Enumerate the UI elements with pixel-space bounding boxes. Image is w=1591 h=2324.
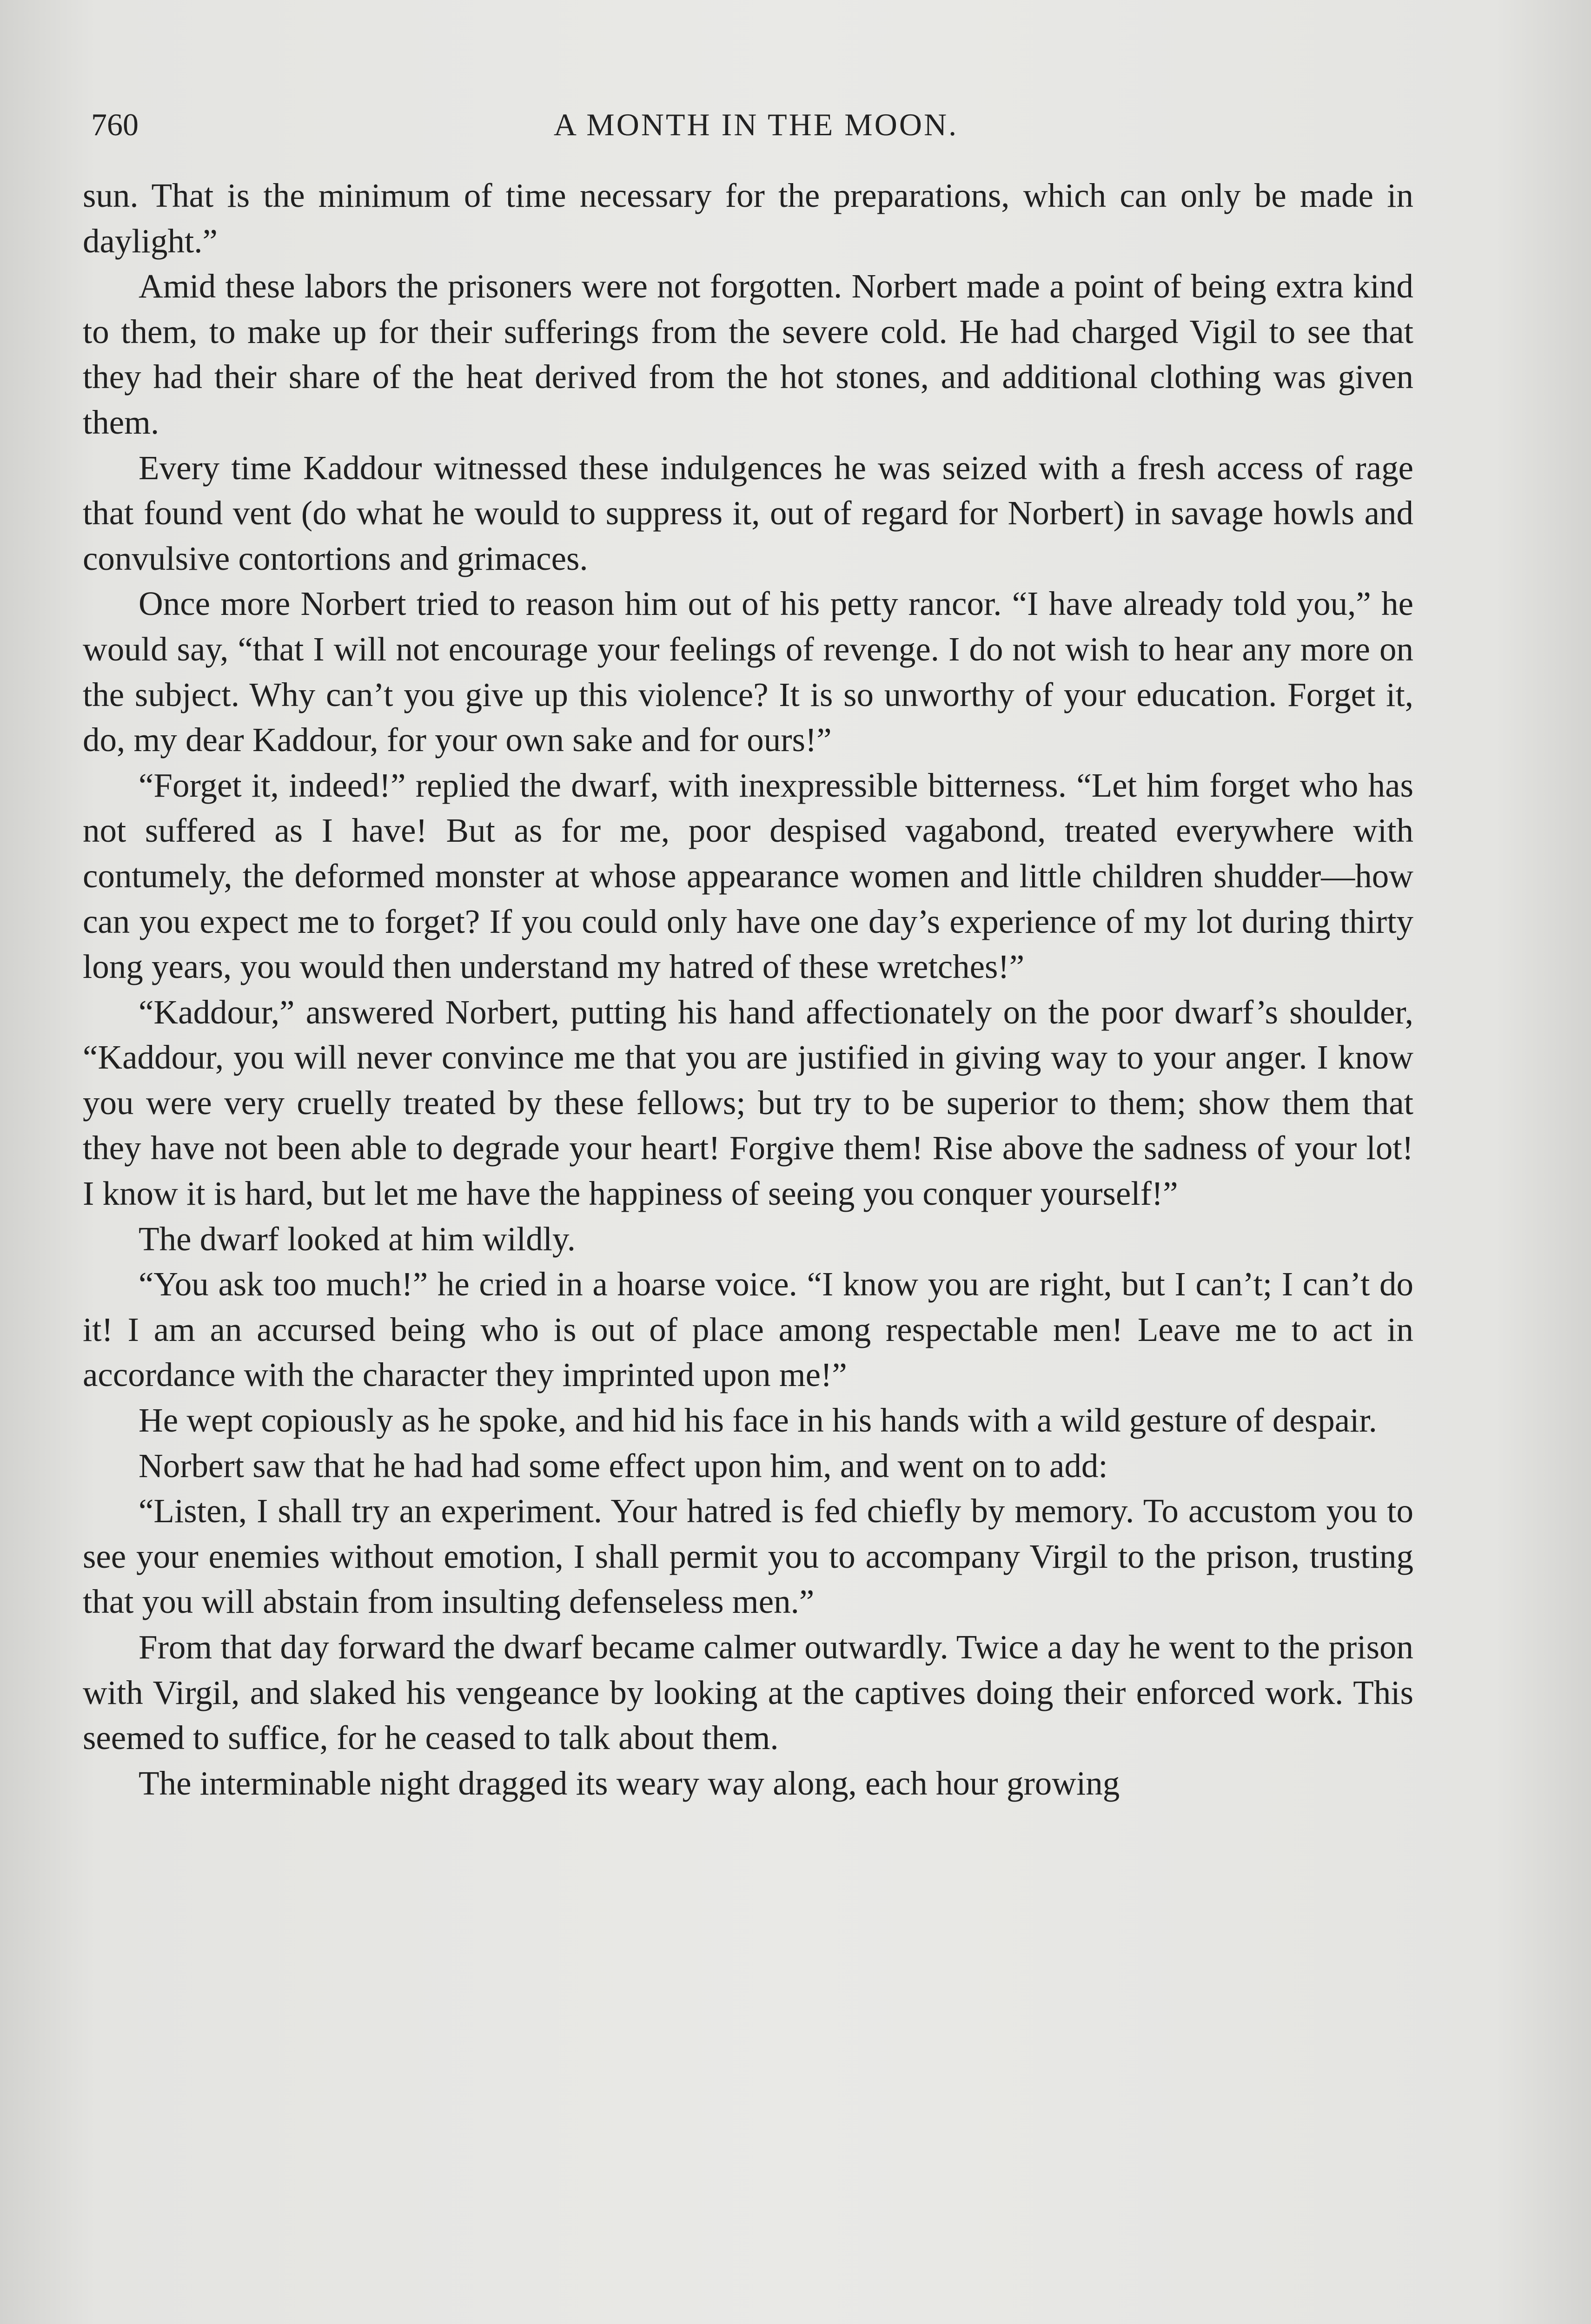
running-title: A MONTH IN THE MOON. [553, 107, 959, 142]
paragraph: “Forget it, indeed!” replied the dwarf, with inexpressible bitterness. “Let him forget who has not suffered as I have! But as for me, poor despised vagabond, treated everywhere with contumely, the deformed monster at whose appearance women and little children shudder—how can you expect me to forget? If you could only have one day’s experience of my lot during thirty long years, you would then understand my hatred of these wretches!” [83, 766, 1413, 986]
body-text [83, 173, 1413, 1806]
paragraph: The dwarf looked at him wildly. [139, 1220, 576, 1258]
paragraph: “Listen, I shall try an experiment. Your hatred is fed chiefly by memory. To accustom you to see your enemies without emotion, I shall permit you to accompany Virgil to the prison, trusting that you will abstain from insulting defenseless men.” [83, 1492, 1413, 1621]
paragraph: Amid these labors the prisoners were not forgotten. Norbert made a point of being extra kind to them, to make up for their sufferings from the severe cold. He had charged Vigil to see that they had their share of the heat derived from the hot stones, and additional clothing was given them. [83, 267, 1413, 441]
paragraph: The interminable night dragged its weary way along, each hour growing [139, 1764, 1120, 1802]
page-header [91, 101, 1421, 152]
paragraph: Norbert saw that he had had some effect upon him, and went on to add: [139, 1446, 1108, 1485]
paragraph: “You ask too much!” he cried in a hoarse voice. “I know you are right, but I can’t; I can’t do it! I am an accursed being who is out of place among respectable men! Leave me to act in accordance with the character they imprinted upon me!” [83, 1265, 1413, 1394]
paragraph: Every time Kaddour witnessed these indulgences he was seized with a fresh access of rage that found vent (do what he would to suppress it, out of regard for Norbert) in savage howls and convulsive contortions and grimaces. [83, 449, 1413, 577]
page-number: 760 [91, 107, 139, 142]
paragraph: sun. That is the minimum of time necessary for the preparations, which can only be made in daylight.” [83, 177, 1413, 260]
paragraph: From that day forward the dwarf became calmer outwardly. Twice a day he went to the prison with Virgil, and slaked his vengeance by looking at the captives doing their enforced work. This seemed to suffice, for he ceased to talk about them. [83, 1628, 1413, 1757]
paragraph: “Kaddour,” answered Norbert, putting his hand affectionately on the poor dwarf’s shoulder, “Kaddour, you will never convince me that you are justified in giving way to your anger. I know you were very cruelly treated by these fellows; but try to be superior to them; show them that they have not been able to degrade your heart! Forgive them! Rise above the sadness of your lot! I know it is hard, but let me have the happiness of seeing you conquer yourself!” [83, 993, 1413, 1213]
paragraph: He wept copiously as he spoke, and hid his face in his hands with a wild gesture of despair. [139, 1401, 1377, 1439]
paragraph: Once more Norbert tried to reason him out of his petty rancor. “I have already told you,” he would say, “that I will not encourage your feelings of revenge. I do not wish to hear any more on the subject. Why can’t you give up this violence? It is so unworthy of your education. Forget it, do, my dear Kaddour, for your own sake and for ours!” [83, 585, 1413, 759]
